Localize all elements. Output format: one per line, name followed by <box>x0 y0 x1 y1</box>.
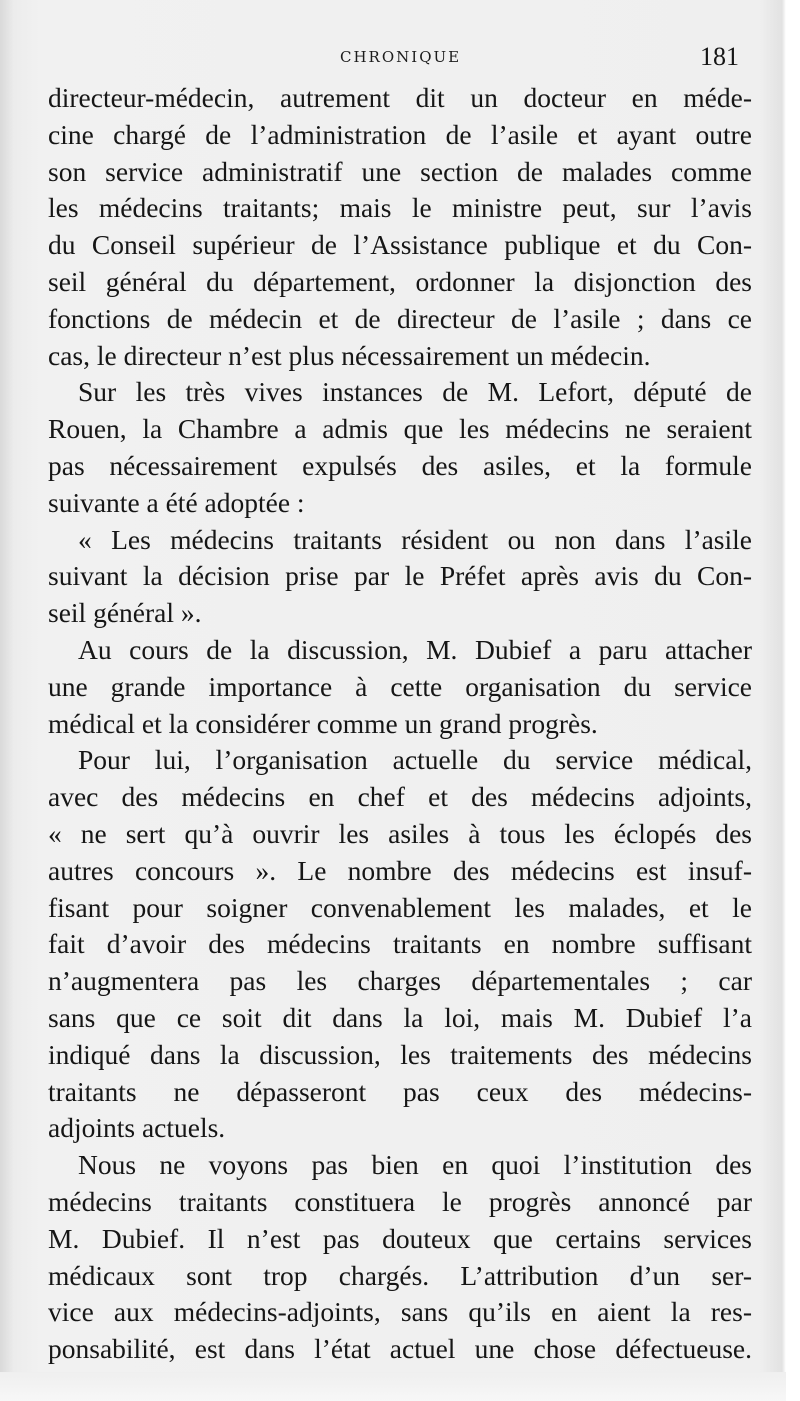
text-line: médical et la considérer comme un grand progrès. <box>48 707 598 739</box>
text-line: Au cours de la discussion, M. Dubief a paru attacher <box>78 633 752 665</box>
text-line: Pour lui, l’organisation actuelle du service médical, <box>78 744 752 776</box>
text-line: fonctions de médecin et de directeur de l’asile ; dans ce <box>48 302 752 334</box>
text-line: Nous ne voyons pas bien en quoi l’institution des <box>78 1149 752 1181</box>
text-line: médicaux sont trop chargés. L’attribution d’un ser- <box>48 1259 752 1291</box>
text-line: seil général du département, ordonner la disjonction des <box>48 265 752 297</box>
text-line: « ne sert qu’à ouvrir les asiles à tous les éclopés des <box>48 817 752 849</box>
text-line: suivante a été adoptée : <box>48 486 305 518</box>
text-line: directeur-médecin, autrement dit un docteur en méde- <box>48 82 752 113</box>
text-line: fisant pour soigner convenablement les malades, et le <box>48 891 752 923</box>
text-line: ponsabilité, est dans l’état actuel une chose défectueuse. <box>48 1333 752 1365</box>
text-line: une grande importance à cette organisation du service <box>48 670 752 702</box>
text-line: seil général ». <box>48 597 202 629</box>
text-line: « Les médecins traitants résident ou non dans l’asile <box>78 523 752 555</box>
text-line: pas nécessairement expulsés des asiles, et la formule <box>48 449 752 481</box>
running-head: CHRONIQUE <box>340 48 462 66</box>
body-text <box>48 80 752 1368</box>
text-line: adjoints actuels. <box>48 1112 226 1144</box>
text-line: vice aux médecins-adjoints, sans qu’ils en aient la res- <box>48 1296 752 1328</box>
page-bottom-margin <box>0 1372 786 1401</box>
text-line: M. Dubief. Il n’est pas douteux que certains services <box>48 1222 752 1254</box>
text-line: cine chargé de l’administration de l’asile et ayant outre <box>48 118 752 150</box>
text-line: suivant la décision prise par le Préfet après avis du Con- <box>48 560 752 592</box>
text-line: indiqué dans la discussion, les traitements des médecins <box>48 1038 752 1070</box>
page-number: 181 <box>700 42 739 71</box>
page-header <box>0 40 800 80</box>
text-line: médecins traitants constituera le progrès annoncé par <box>48 1185 752 1217</box>
text-line: son service administratif une section de malades comme <box>48 155 752 187</box>
text-line: fait d’avoir des médecins traitants en nombre suffisant <box>48 928 752 960</box>
text-line: Rouen, la Chambre a admis que les médecins ne seraient <box>48 413 752 445</box>
text-line: avec des médecins en chef et des médecins adjoints, <box>48 781 752 813</box>
text-line: sans que ce soit dit dans la loi, mais M. Dubief l’a <box>48 1001 752 1033</box>
text-line: du Conseil supérieur de l’Assistance publique et du Con- <box>48 229 752 261</box>
text-line: cas, le directeur n’est plus nécessairement un médecin. <box>48 339 651 371</box>
text-line: Sur les très vives instances de M. Lefort, député de <box>78 376 752 408</box>
text-line: n’augmentera pas les charges départementales ; car <box>48 965 752 997</box>
text-line: les médecins traitants; mais le ministre peut, sur l’avis <box>48 192 752 224</box>
text-line: traitants ne dépasseront pas ceux des médecins- <box>48 1075 752 1107</box>
text-line: autres concours ». Le nombre des médecins est insuf- <box>48 854 752 886</box>
